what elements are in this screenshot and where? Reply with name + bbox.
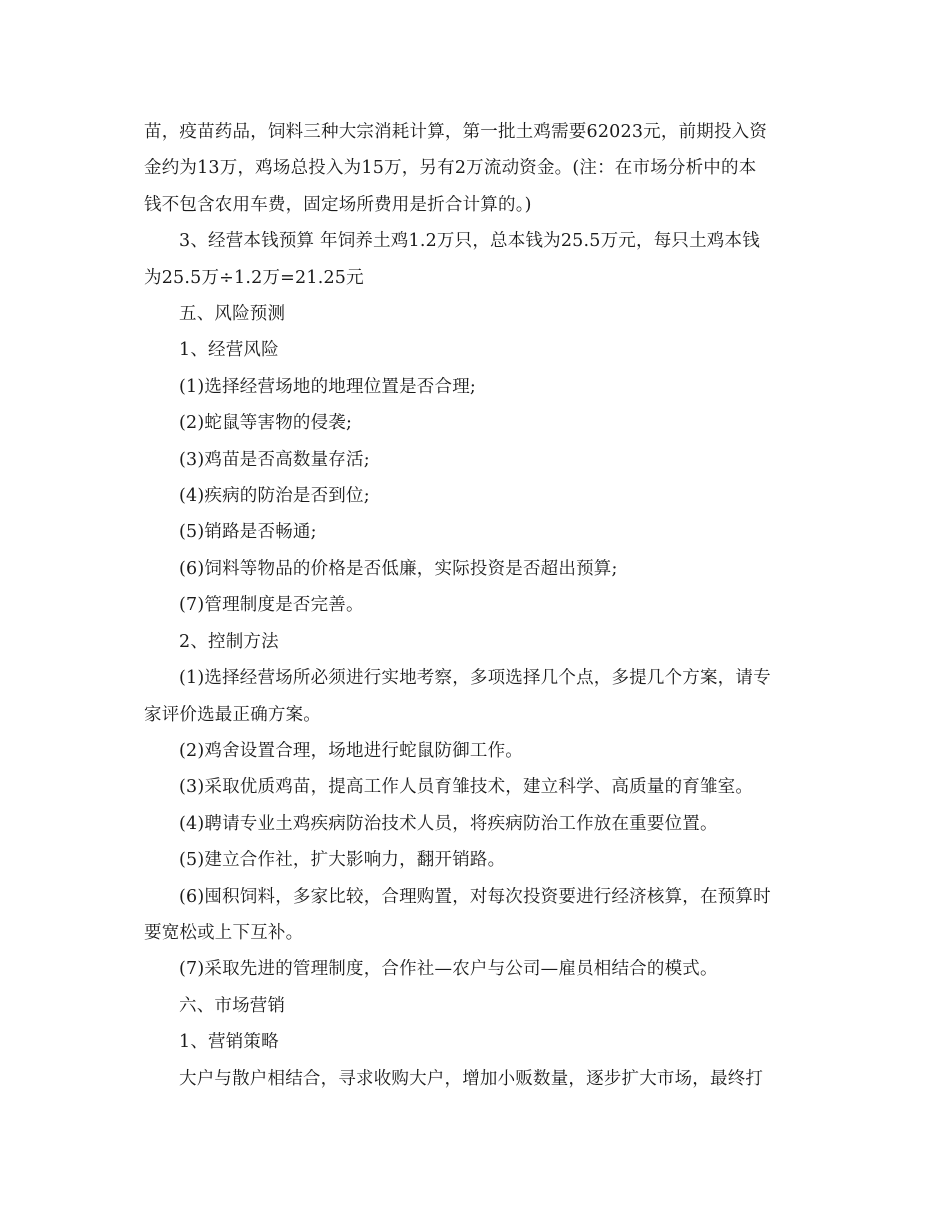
text-line: (2)蛇鼠等害物的侵袭;	[179, 413, 353, 434]
text-line: (1)选择经营场地的地理位置是否合理;	[179, 376, 476, 397]
text-line: (4)聘请专业土鸡疾病防治技术人员，将疾病防治工作放在重要位置。	[179, 813, 718, 834]
text-line: 1、营销策略	[179, 1032, 279, 1053]
text-line: (6)饲料等物品的价格是否低廉，实际投资是否超出预算;	[179, 558, 618, 579]
text-line: 大户与散户相结合，寻求收购大户，增加小贩数量，逐步扩大市场，最终打	[179, 1068, 764, 1089]
text-line: 为25.5万÷1.2万=21.25元	[144, 267, 364, 288]
text-line: (3)鸡苗是否高数量存活;	[179, 449, 370, 470]
text-line: 1、经营风险	[179, 340, 279, 361]
text-line: (6)囤积饲料，多家比较，合理购置，对每次投资要进行经济核算，在预算时	[179, 886, 771, 907]
text-line: (7)管理制度是否完善。	[179, 595, 364, 616]
text-line: (5)建立合作社，扩大影响力，翻开销路。	[179, 850, 506, 871]
text-line: (7)采取先进的管理制度，合作社—农户与公司—雇员相结合的模式。	[179, 959, 718, 980]
text-line: 金约为13万，鸡场总投入为15万，另有2万流动资金。(注：在市场分析中的本	[144, 158, 757, 179]
text-line: (3)采取优质鸡苗，提高工作人员育雏技术，建立科学、高质量的育雏室。	[179, 777, 754, 798]
text-line: 要宽松或上下互补。	[144, 922, 304, 943]
text-line: (5)销路是否畅通;	[179, 522, 317, 543]
text-line: 钱不包含农用车费，固定场所费用是折合计算的。)	[144, 194, 532, 215]
text-line: 3、经营本钱预算 年饲养土鸡1.2万只，总本钱为25.5万元，每只土鸡本钱	[179, 231, 760, 252]
text-line: 家评价选最正确方案。	[144, 704, 321, 725]
body-text	[144, 114, 808, 1097]
text-line: (2)鸡舍设置合理，场地进行蛇鼠防御工作。	[179, 740, 523, 761]
text-line: 五、风险预测	[179, 304, 286, 325]
text-line: (4)疾病的防治是否到位;	[179, 486, 370, 507]
text-line: 2、控制方法	[179, 631, 279, 652]
text-line: (1)选择经营场所必须进行实地考察，多项选择几个点，多提几个方案，请专	[179, 668, 771, 689]
text-line: 苗，疫苗药品，饲料三种大宗消耗计算，第一批土鸡需要62023元，前期投入资	[144, 122, 768, 142]
text-line: 六、市场营销	[179, 995, 286, 1016]
